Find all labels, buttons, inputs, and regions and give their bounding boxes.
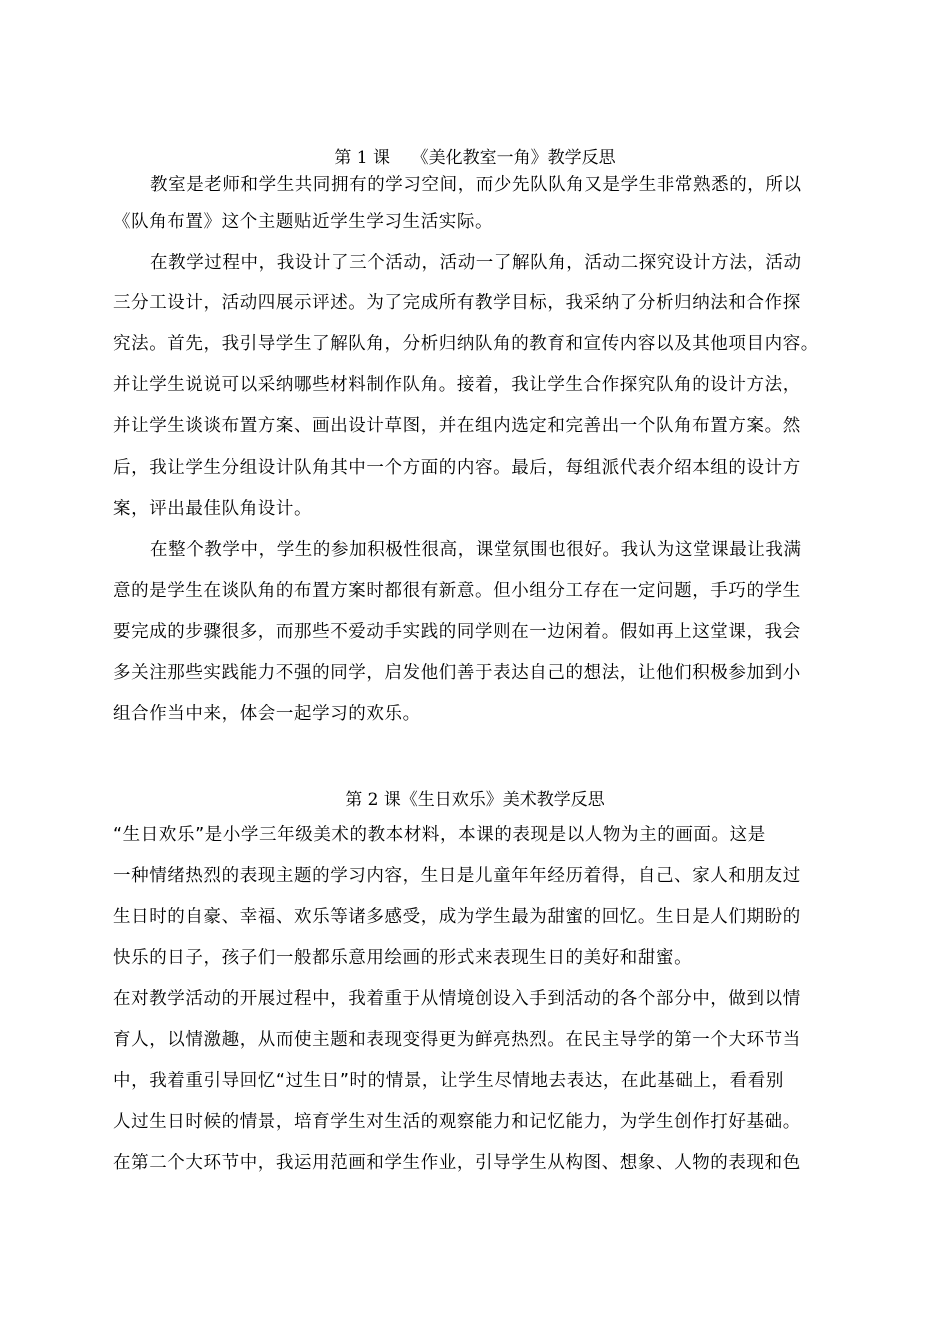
paragraph-line: 并让学生谈谈布置方案、画出设计草图，并在组内选定和完善出一个队角布置方案。然 xyxy=(113,416,801,436)
paragraph-line: 在对教学活动的开展过程中，我着重于从情境创设入手到活动的各个部分中，做到以情 xyxy=(113,989,801,1009)
lesson-2-title: 第 2 课《生日欢乐》美术教学反思 xyxy=(345,790,605,810)
paragraph-line: 案，评出最佳队角设计。 xyxy=(113,499,313,519)
paragraph-line: 在教学过程中，我设计了三个活动，活动一了解队角，活动二探究设计方法，活动 xyxy=(150,253,802,273)
paragraph-line: 人过生日时候的情景，培育学生对生活的观察能力和记忆能力，为学生创作打好基础。 xyxy=(113,1112,801,1132)
paragraph-line: 后，我让学生分组设计队角其中一个方面的内容。最后，每组派代表介绍本组的设计方 xyxy=(113,458,801,478)
paragraph-line: 究法。首先，我引导学生了解队角，分析归纳队角的教育和宣传内容以及其他项目内容。 xyxy=(113,334,819,354)
paragraph-line: 《队角布置》这个主题贴近学生学习生活实际。 xyxy=(113,212,494,232)
paragraph-line: 快乐的日子，孩子们一般都乐意用绘画的形式来表现生日的美好和甜蜜。 xyxy=(113,948,693,968)
paragraph-line: “生日欢乐”是小学三年级美术的教本材料，本课的表现是以人物为主的画面。这是 xyxy=(113,825,766,845)
paragraph-line: 中，我着重引导回忆“过生日”时的情景，让学生尽情地去表达，在此基础上，看看别 xyxy=(113,1071,784,1091)
lesson-1-title: 第 1 课 《美化教室一角》教学反思 xyxy=(334,148,616,168)
paragraph-line: 在整个教学中，学生的参加积极性很高，课堂氛围也很好。我认为这堂课最让我满 xyxy=(150,540,802,560)
paragraph-line: 三分工设计，活动四展示评述。为了完成所有教学目标，我采纳了分析归纳法和合作探 xyxy=(113,293,801,313)
paragraph-line: 多关注那些实践能力不强的同学，启发他们善于表达自己的想法，让他们积极参加到小 xyxy=(113,663,801,683)
paragraph-line: 在第二个大环节中，我运用范画和学生作业，引导学生从构图、想象、人物的表现和色 xyxy=(113,1153,801,1173)
paragraph-line: 并让学生说说可以采纳哪些材料制作队角。接着，我让学生合作探究队角的设计方法， xyxy=(113,375,801,395)
paragraph-line: 一种情绪热烈的表现主题的学习内容，生日是儿童年年经历着得，自己、家人和朋友过 xyxy=(113,866,801,886)
paragraph-line: 育人，以情激趣，从而使主题和表现变得更为鲜亮热烈。在民主导学的第一个大环节当 xyxy=(113,1030,801,1050)
paragraph-line: 要完成的步骤很多，而那些不爱动手实践的同学则在一边闲着。假如再上这堂课，我会 xyxy=(113,622,801,642)
paragraph-line: 生日时的自豪、幸福、欢乐等诸多感受，成为学生最为甜蜜的回忆。生日是人们期盼的 xyxy=(113,907,801,927)
paragraph-line: 组合作当中来，体会一起学习的欢乐。 xyxy=(113,704,421,724)
paragraph-line: 教室是老师和学生共同拥有的学习空间，而少先队队角又是学生非常熟悉的，所以 xyxy=(150,175,802,195)
paragraph-line: 意的是学生在谈队角的布置方案时都很有新意。但小组分工存在一定问题，手巧的学生 xyxy=(113,581,801,601)
